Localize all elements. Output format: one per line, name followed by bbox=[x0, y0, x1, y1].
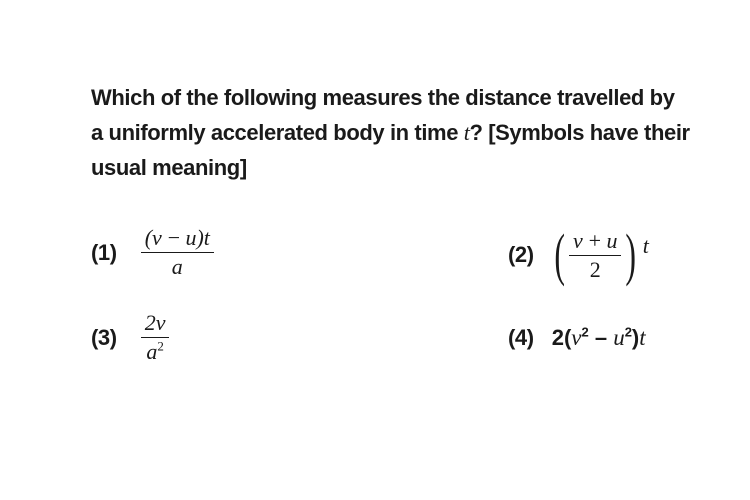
option-2-suffix: t bbox=[642, 233, 649, 258]
option-3[interactable] bbox=[91, 311, 169, 364]
option-4-v: v bbox=[571, 325, 582, 350]
question-line-2 bbox=[91, 115, 691, 150]
option-2[interactable] bbox=[508, 222, 649, 287]
option-2-denominator: 2 bbox=[589, 256, 601, 282]
option-4-t: t bbox=[639, 325, 646, 350]
option-4-close: ) bbox=[631, 325, 640, 350]
question-line-3: usual meaning] bbox=[91, 155, 247, 180]
option-2-numerator: v + u bbox=[573, 227, 618, 253]
option-3-denominator-exponent: 2 bbox=[157, 338, 164, 354]
option-4-minus: – bbox=[588, 325, 614, 350]
option-3-fraction bbox=[141, 311, 170, 364]
option-2-open-paren: ( bbox=[554, 222, 565, 287]
question-line-2-start: a uniformly accelerated body in time bbox=[91, 120, 464, 145]
option-1-fraction bbox=[141, 226, 214, 279]
option-4-number: (4) bbox=[508, 325, 534, 350]
question-time-variable: t bbox=[463, 120, 470, 145]
question-line-2-end: ? [Symbols have their bbox=[469, 120, 690, 145]
option-3-number: (3) bbox=[91, 324, 117, 350]
option-2-fraction bbox=[569, 229, 621, 282]
option-4[interactable] bbox=[508, 325, 646, 351]
option-1-denominator: a bbox=[171, 254, 183, 279]
option-4-v-exponent: 2 bbox=[581, 324, 589, 340]
option-3-numerator: 2v bbox=[144, 310, 166, 335]
option-2-close-paren: ) bbox=[625, 222, 637, 287]
option-1[interactable] bbox=[91, 226, 214, 279]
option-3-denominator-base: a bbox=[146, 339, 158, 364]
option-2-number: (2) bbox=[508, 242, 534, 267]
option-4-u-exponent: 2 bbox=[624, 324, 632, 340]
question-line-1: Which of the following measures the distance travelled by bbox=[91, 85, 675, 110]
option-3-denominator bbox=[146, 338, 164, 364]
option-1-numerator: (v − u)t bbox=[144, 225, 210, 250]
option-4-coef: 2( bbox=[551, 325, 572, 350]
question-text bbox=[91, 80, 691, 185]
option-1-number: (1) bbox=[91, 239, 117, 265]
option-4-u: u bbox=[613, 325, 625, 350]
option-4-expression bbox=[552, 325, 646, 351]
